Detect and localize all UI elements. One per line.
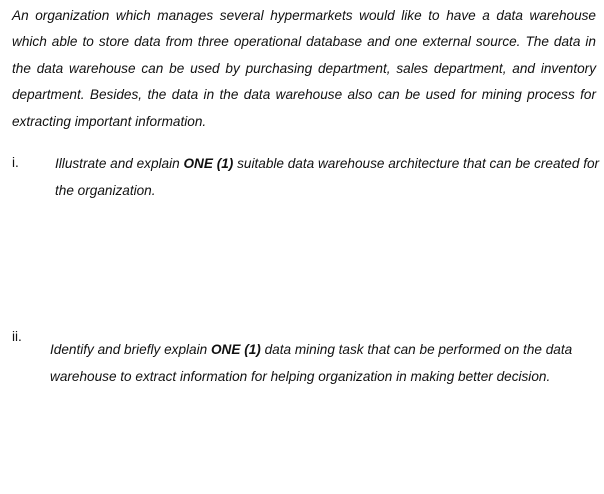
question-2-emphasis: ONE (1) <box>210 342 261 357</box>
question-2-text-after: data mining task that can be performed on the data warehouse to extract information for helping organization in making better decision. <box>50 342 573 384</box>
question-1-number: i. <box>12 155 19 170</box>
question-2-number: ii. <box>12 329 22 344</box>
question-1-text <box>55 150 600 204</box>
question-1-emphasis: ONE (1) <box>183 156 234 171</box>
question-2-text-before: Identify and briefly explain <box>50 342 211 357</box>
question-1-text-after: suitable data warehouse architecture that can be created for the organization. <box>55 156 600 198</box>
question-2-text <box>50 336 602 390</box>
intro-paragraph: An organization which manages several hypermarkets would like to have a data warehouse which able to store data from three operational database and one external source. The data in the data warehouse can be used by purchasing department, sales department, and inventory department. Besides, the data in the data warehouse also can be used for mining process for extracting important information. <box>12 8 596 129</box>
question-1-text-before: Illustrate and explain <box>55 156 184 171</box>
